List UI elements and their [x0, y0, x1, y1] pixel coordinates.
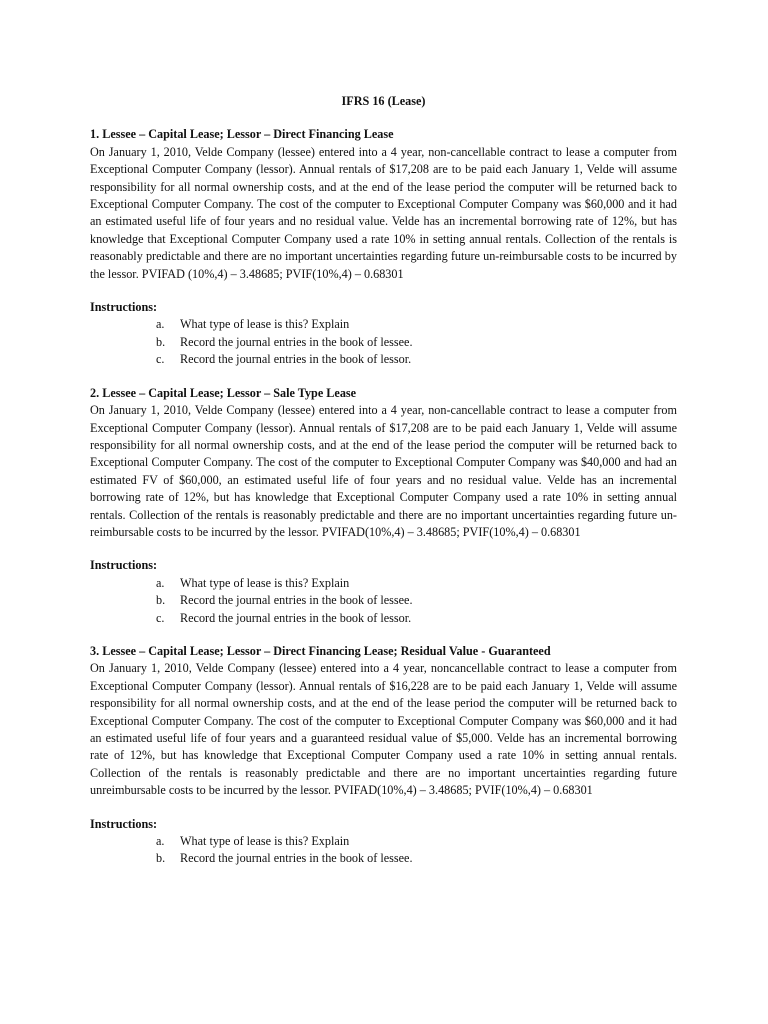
section-body: On January 1, 2010, Velde Company (lessee) entered into a 4 year, non-cancellable contract to lease a computer from Exceptional Computer Company (lessor). Annual rentals of $17,208 are to be paid each January 1, Velde will assume responsibility for all normal ownership costs, and at the end of the lease period the computer will be returned back to Exceptional Computer Company. The cost of the computer to Exceptional Computer Company was $60,000 and it had an estimated useful life of four years and no residual value. Velde has an incremental borrowing rate of 12%, but has knowledge that Exceptional Computer Company used a rate 10% in setting annual rentals. Collection of the rentals is reasonably predictable and there are no important uncertainties regarding future un-reimbursable costs to be incurred by the lessor. PVIFAD (10%,4) – 3.48685; PVIF(10%,4) – 0.68301	[90, 144, 677, 281]
lease-problem-1	[90, 126, 677, 368]
instruction-text: What type of lease is this? Explain	[180, 834, 350, 849]
section-body: On January 1, 2010, Velde Company (lessee) entered into a 4 year, noncancellable contract to lease a computer from Exceptional Computer Company (lessor). Annual rentals of $16,228 are to be paid each January 1, Velde will assume responsibility for all normal ownership costs, and at the end of the lease period the computer will be returned back to Exceptional Computer Company. The cost of the computer to Exceptional Computer Company was $60,000 and it had an estimated useful life of four years and a guaranteed residual value of $5,000. Velde has an incremental borrowing rate of 12%, but has knowledge that Exceptional Computer Company used a rate 10% in setting annual rentals. Collection of the rentals is reasonably predictable and there are no important uncertainties regarding future unreimbursable costs to be incurred by the lessor. PVIFAD(10%,4) – 3.48685; PVIF(10%,4) – 0.68301	[90, 661, 677, 798]
instruction-item	[90, 316, 677, 333]
list-marker: a.	[156, 575, 165, 590]
document-title: IFRS 16 (Lease)	[341, 94, 426, 108]
instruction-item	[90, 610, 677, 627]
instruction-item	[90, 575, 677, 592]
instructions-label: Instructions:	[90, 816, 158, 831]
list-marker: a.	[156, 834, 165, 849]
document-page	[90, 93, 677, 884]
instruction-text: Record the journal entries in the book of lessee.	[180, 593, 413, 608]
list-marker: c.	[156, 352, 165, 367]
instruction-item	[90, 334, 677, 351]
lease-problem-3	[90, 643, 677, 868]
instructions-label: Instructions:	[90, 300, 158, 315]
instructions-list	[90, 575, 677, 627]
lease-problem-2	[90, 385, 677, 627]
list-marker: c.	[156, 610, 165, 625]
instruction-text: Record the journal entries in the book of lessor.	[180, 610, 412, 625]
instruction-text: Record the journal entries in the book of lessee.	[180, 334, 413, 349]
instruction-text: Record the journal entries in the book of lessor.	[180, 352, 412, 367]
instruction-item	[90, 592, 677, 609]
instruction-item	[90, 351, 677, 368]
section-heading: 3. Lessee – Capital Lease; Lessor – Direct Financing Lease; Residual Value - Guaranteed	[90, 643, 551, 658]
list-marker: b.	[156, 593, 166, 608]
section-heading: 2. Lessee – Capital Lease; Lessor – Sale Type Lease	[90, 385, 357, 400]
instruction-item	[90, 850, 677, 867]
list-marker: b.	[156, 851, 166, 866]
instruction-item	[90, 833, 677, 850]
list-marker: b.	[156, 334, 166, 349]
instruction-text: What type of lease is this? Explain	[180, 317, 350, 332]
section-body: On January 1, 2010, Velde Company (lessee) entered into a 4 year, non-cancellable contract to lease a computer from Exceptional Computer Company (lessor). Annual rentals of $17,208 are to be paid each January 1, Velde will assume responsibility for all normal ownership costs, and at the end of the lease period the computer will be returned back to Exceptional Computer Company. The cost of the computer to Exceptional Computer Company was $40,000 and had an estimated FV of $60,000, an estimated useful life of four years and no residual value. Velde has an incremental borrowing rate of 12%, but has knowledge that Exceptional Computer Company used a rate 10% in setting annual rentals. Collection of the rentals is reasonably predictable and there are no important uncertainties regarding future un-reimbursable costs to be incurred by the lessor. PVIFAD(10%,4) – 3.48685; PVIF(10%,4) – 0.68301	[90, 403, 677, 539]
instruction-text: What type of lease is this? Explain	[180, 575, 350, 590]
instructions-list	[90, 316, 677, 368]
instructions-label: Instructions:	[90, 558, 158, 573]
instruction-text: Record the journal entries in the book of lessee.	[180, 851, 413, 866]
instructions-list	[90, 833, 677, 868]
section-heading: 1. Lessee – Capital Lease; Lessor – Direct Financing Lease	[90, 127, 394, 142]
list-marker: a.	[156, 317, 165, 332]
